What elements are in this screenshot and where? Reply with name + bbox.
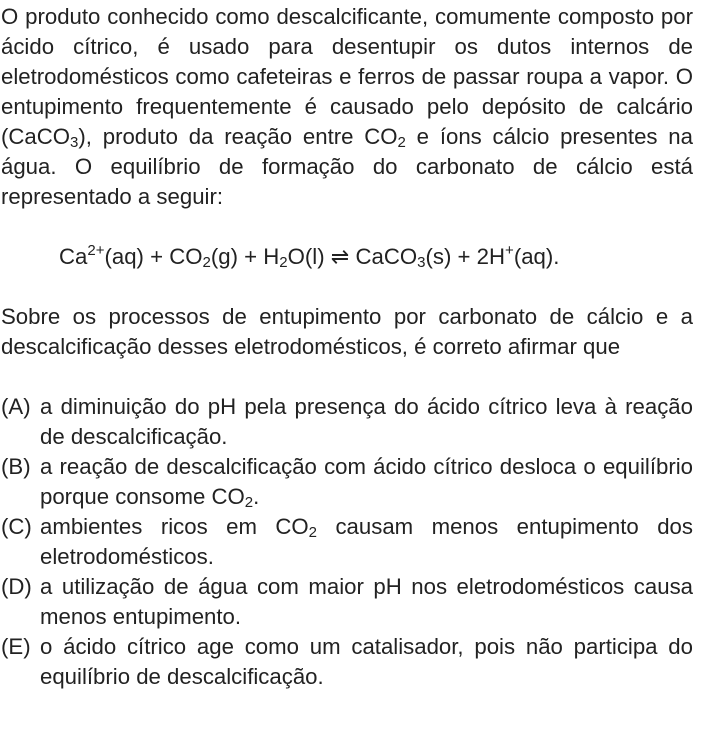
question-page bbox=[1, 2, 693, 692]
option-text-end: causam menos entupimento dos eletrodomésticos. bbox=[40, 514, 693, 569]
subscript: 3 bbox=[70, 134, 79, 151]
option-text-end: . bbox=[253, 484, 260, 509]
eq-part: (g) + H bbox=[210, 244, 280, 269]
option-text: o ácido cítrico age como um catalisador, pois não participa do equilíbrio de descalcificação. bbox=[40, 634, 693, 689]
eq-part: (s) + 2H bbox=[425, 244, 506, 269]
intro-text-2: ), produto da reação entre CO bbox=[78, 124, 398, 149]
question-stem: Sobre os processos de entupimento por carbonato de cálcio e a descalcificação desses eletrodomésticos, é correto afirmar que bbox=[1, 304, 693, 359]
eq-part: O(l) ⇌ CaCO bbox=[287, 244, 418, 269]
option-text: a utilização de água com maior pH nos eletrodomésticos causa menos entupimento. bbox=[40, 574, 693, 629]
option-letter: (E) bbox=[1, 634, 31, 659]
option-text: a diminuição do pH pela presença do ácido cítrico leva à reação de descalcificação. bbox=[40, 394, 693, 449]
subscript: 2 bbox=[279, 254, 288, 271]
eq-part: Ca bbox=[59, 244, 88, 269]
superscript: + bbox=[505, 242, 514, 259]
subscript: 2 bbox=[397, 134, 406, 151]
intro-text-3: e íons cálcio presentes na água. O equilíbrio de formação do carbonato de cálcio está representado a seguir: bbox=[1, 124, 693, 209]
option-letter: (D) bbox=[1, 574, 32, 599]
subscript: 2 bbox=[244, 494, 254, 511]
intro-paragraph bbox=[1, 2, 693, 212]
option-letter: (B) bbox=[1, 454, 31, 479]
intro-text-1: O produto conhecido como descalcificante, comumente composto por ácido cítrico, é usado para desentupir os dutos internos de eletrodomésticos como cafeteiras e ferros de passar roupa a vapor. O entupimento frequentemente é causado pelo depósito de calcário (CaCO bbox=[1, 4, 693, 149]
option-a[interactable] bbox=[1, 392, 693, 452]
option-e[interactable] bbox=[1, 632, 693, 692]
subscript: 3 bbox=[417, 254, 426, 271]
option-d[interactable] bbox=[1, 572, 693, 632]
option-text: a reação de descalcificação com ácido cítrico desloca o equilíbrio porque consome CO bbox=[40, 454, 693, 509]
superscript: 2+ bbox=[87, 242, 105, 259]
chemical-equation bbox=[59, 242, 693, 272]
option-text: ambientes ricos em CO bbox=[40, 514, 309, 539]
option-c[interactable] bbox=[1, 512, 693, 572]
option-b[interactable] bbox=[1, 452, 693, 512]
options-list bbox=[1, 392, 693, 692]
eq-part: (aq) + CO bbox=[104, 244, 203, 269]
eq-part: (aq). bbox=[513, 244, 560, 269]
subscript: 2 bbox=[308, 524, 318, 541]
option-letter: (A) bbox=[1, 394, 31, 419]
option-letter: (C) bbox=[1, 514, 32, 539]
subscript: 2 bbox=[202, 254, 211, 271]
